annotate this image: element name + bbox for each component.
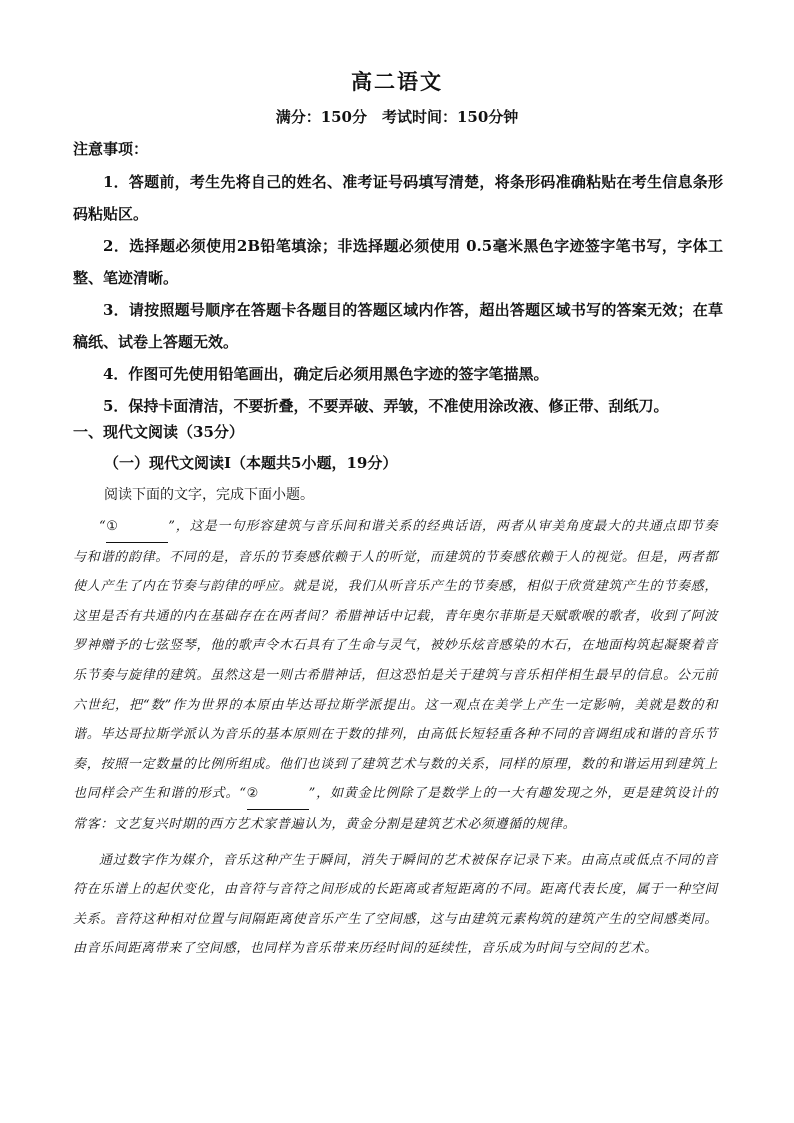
notice-item: 5．保持卡面清洁，不要折叠，不要弄破、弄皱，不准使用涂改液、修正带、刮纸刀。 — [103, 397, 669, 415]
notice-item: 3．请按照题号顺序在答题卡各题目的答题区域内作答，超出答题区域书写的答案无效；在草稿纸、试卷上答题无效。 — [73, 301, 723, 351]
subsection-heading: （一）现代文阅读Ⅰ（本题共5小题，19分） — [104, 454, 398, 472]
notice-item: 4．作图可先使用铅笔画出，确定后必须用黑色字迹的签字笔描黑。 — [103, 365, 549, 383]
reading-passage — [73, 512, 718, 964]
passage-text: ”，如黄金比例除了是数学上的一大有趣发现之外，更是建筑设计的常客：文艺复兴时期的西方艺术家普遍认为，黄金分割是建筑艺术必须遵循的规律。 — [73, 786, 718, 832]
notice-item: 1．答题前，考生先将自己的姓名、准考证号码填写清楚，将条形码准确粘贴在考生信息条形码粘贴区。 — [73, 173, 723, 223]
passage-text: ”，这是一句形容建筑与音乐间和谐关系的经典话语，两者从审美角度最大的共通点即节奏与和谐的韵律。不同的是，音乐的节奏感依赖于人的听觉，而建筑的节奏感依赖于人的视觉。但是，两者都使人产生了内在节奏与韵律的呼应。就是说，我们从听音乐产生的节奏感，相似于欣赏建筑产生的节奏感，这里是否有共通的内在基础存在在两者间？希腊神话中记载，青年奥尔菲斯是天赋歌喉的歌者，收到了阿波罗神赠予的七弦竖琴，他的歌声令木石具有了生命与灵气，被妙乐炫音感染的木石，在地面构筑起凝聚着音乐节奏与旋律的建筑。虽然这是一则古希腊神话，但这恐怕是关于建筑与音乐相伴相生最早的信息。公元前六世纪，把“数”作为世界的本原由毕达哥拉斯学派提出。这一观点在美学上产生一定影响，美就是数的和谐。毕达哥拉斯学派认为音乐的基本原则在于数的排列，由高低长短轻重各种不同的音调组成和谐的音乐节奏，按照一定数量的比例所组成。他们也谈到了建筑艺术与数的关系，同样的原理，数的和谐运用到建筑上也同样会产生和谐的形式。 — [73, 519, 718, 802]
notice-heading: 注意事项： — [73, 140, 149, 158]
blank-2: ② — [247, 779, 309, 810]
passage-paragraph: 通过数字作为媒介，音乐这种产生于瞬间，消失于瞬间的艺术被保存记录下来。由高点或低点不同的音符在乐谱上的起伏变化，由音符与音符之间形成的长距离或者短距离的不同。距离代表长度，属于一种空间关系。音符这种相对位置与间隔距离使音乐产生了空间感，这与由建筑元素构筑的建筑产生的空间感类同。由音乐间距离带来了空间感，也同样为音乐带来历经时间的延续性，音乐成为时间与空间的艺术。 — [73, 852, 718, 957]
notice-list — [73, 166, 723, 422]
section-heading: 一、现代文阅读（35分） — [73, 423, 244, 441]
exam-info: 满分：150分 考试时间：150分钟 — [275, 108, 519, 126]
notice-item: 2．选择题必须使用2B铅笔填涂；非选择题必须使用 0.5毫米黑色字迹签字笔书写，字体工整、笔迹清晰。 — [73, 237, 723, 287]
page-title: 高二语文 — [351, 69, 443, 94]
quote-mark: “ — [99, 519, 107, 534]
passage-paragraph — [73, 512, 718, 840]
blank-1: ① — [106, 512, 168, 543]
reading-instruction: 阅读下面的文字，完成下面小题。 — [104, 487, 314, 503]
quote-mark: “ — [239, 786, 247, 802]
